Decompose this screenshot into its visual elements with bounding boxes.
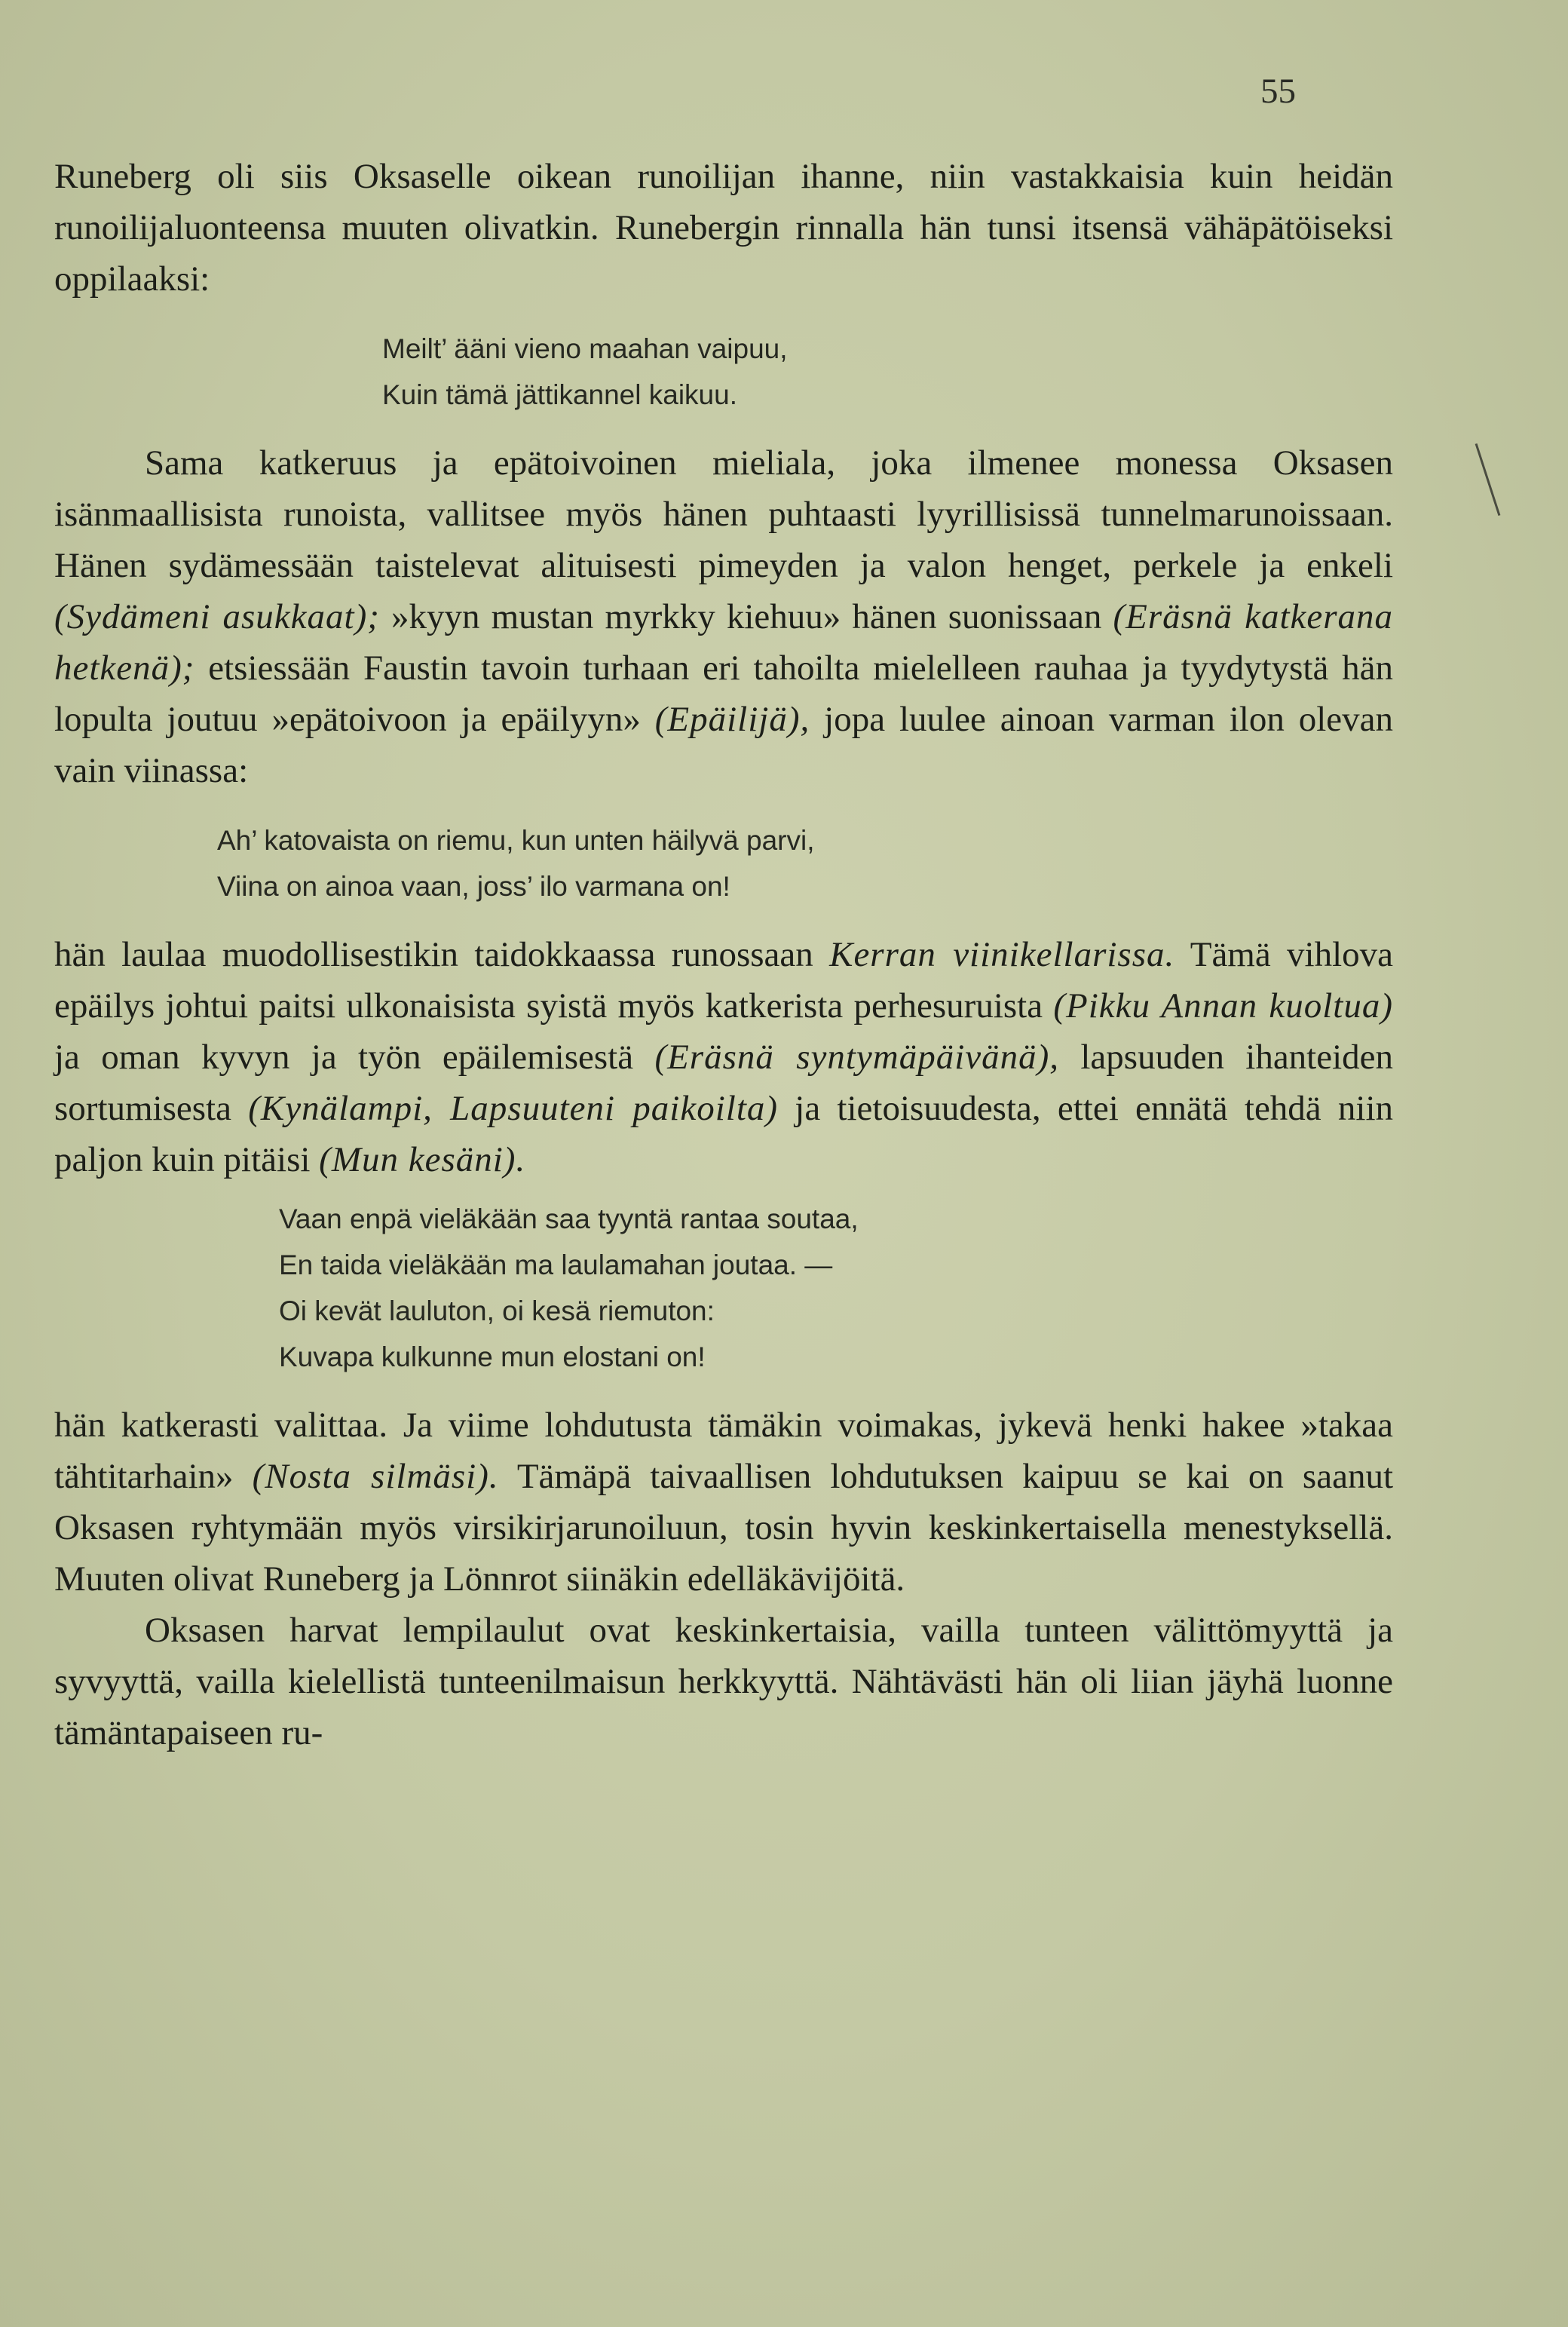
text-run: ja tietoisuudesta, ettei ennätä tehdä niin paljon kuin pitäisi bbox=[54, 1089, 1394, 1179]
text-run: lapsuuden ihanteiden sortumisesta bbox=[54, 1038, 1394, 1128]
paragraph-1: Runeberg oli siis Oksaselle oikean runoilijan ihanne, niin vastakkaisia kuin heidän runoilijaluonteensa muuten olivatkin. Runebergin rinnalla hän tunsi itsensä vähäpätöiseksi oppilaaksi: bbox=[54, 157, 1393, 299]
text-run: ja oman kyvyn ja työn epäilemisestä bbox=[54, 1038, 634, 1077]
text-run: hän laulaa muodollisestikin taidokkaassa runossaan bbox=[54, 935, 813, 974]
verse-line: Kuin tämä jättikannel kaikuu. bbox=[382, 379, 737, 410]
poem-title: (Epäilijä), bbox=[654, 700, 810, 739]
poem-title: (Eräsnä syntymäpäivänä), bbox=[654, 1038, 1060, 1077]
text-run: hän katkerasti valittaa. Ja viime lohdutusta tämäkin voimakas, jykevä henki hakee »takaa tähtitarhain» bbox=[54, 1406, 1393, 1496]
text-run: Sama katkeruus ja epätoivoinen mieliala, joka ilmenee monessa Oksasen isänmaallisista runoista, vallitsee myös hänen puhtaasti lyyrillisissä tunnelmarunoissaan. Hänen sydämessään taistelevat alituisesti pimeyden ja valon henget, perkele ja enkeli bbox=[54, 443, 1393, 585]
paragraph-5: Oksasen harvat lempilaulut ovat keskinkertaisia, vailla tunteen välittömyyttä ja syvyyttä, vailla kielellistä tunteenilmaisun herkkyyttä. Nähtävästi hän oli liian jäyhä luonne tämäntapaiseen ru- bbox=[54, 1611, 1393, 1752]
poem-title: (Kynälampi, Lapsuuteni paikoilta) bbox=[248, 1089, 779, 1128]
verse-1 bbox=[54, 326, 1393, 418]
page-number: 55 bbox=[1260, 72, 1296, 111]
verse-line: En taida vieläkään ma laulamahan joutaa. — bbox=[279, 1249, 833, 1280]
verse-3 bbox=[54, 1196, 1393, 1380]
paragraph-2 bbox=[54, 437, 1393, 796]
verse-line: Meilt’ ääni vieno maahan vaipuu, bbox=[382, 333, 788, 364]
paragraph-3 bbox=[54, 929, 1393, 1185]
text-run: etsiessään Faustin tavoin turhaan eri tahoilta mielelleen rauhaa ja tyydytystä hän lopulta joutuu »epätoivoon ja epäilyyn» bbox=[54, 648, 1394, 739]
text-run: Tämäpä taivaallisen lohdutuksen kaipuu se kai on saanut Oksasen ryhtymään myös virsikirjarunoiluun, tosin hyvin keskinkertaisella menestyksellä. Muuten olivat Runeberg ja Lönnrot siinäkin edelläkävijöitä. bbox=[54, 1457, 1394, 1599]
poem-title: (Mun kesäni). bbox=[319, 1140, 526, 1179]
poem-title: (Sydämeni asukkaat); bbox=[54, 597, 380, 636]
main-text bbox=[54, 151, 1393, 1758]
verse-line: Ah’ katovaista on riemu, kun unten häilyvä parvi, bbox=[217, 825, 815, 856]
verse-line: Oi kevät lauluton, oi kesä riemuton: bbox=[279, 1295, 715, 1326]
text-run: jopa luulee ainoan varman ilon olevan vain viinassa: bbox=[54, 700, 1394, 790]
paragraph-4 bbox=[54, 1400, 1393, 1605]
verse-2 bbox=[54, 817, 1393, 909]
verse-line: Vaan enpä vieläkään saa tyyntä rantaa soutaa, bbox=[279, 1203, 859, 1234]
poem-title: (Eräsnä katkerana hetkenä); bbox=[54, 597, 1394, 688]
poem-title: (Pikku Annan kuoltua) bbox=[1053, 986, 1393, 1026]
verse-line: Viina on ainoa vaan, joss’ ilo varmana on! bbox=[217, 871, 730, 902]
text-run: »kyyn mustan myrkky kiehuu» hänen suonissaan bbox=[391, 597, 1102, 636]
poem-title: Kerran viinikellarissa. bbox=[829, 935, 1175, 974]
text-run: Tämä vihlova epäilys johtui paitsi ulkonaisista syistä myös katkerista perhesuruista bbox=[54, 935, 1394, 1026]
verse-line: Kuvapa kulkunne mun elostani on! bbox=[279, 1341, 706, 1372]
margin-mark bbox=[1475, 443, 1501, 516]
poem-title: (Nosta silmäsi). bbox=[252, 1457, 499, 1496]
